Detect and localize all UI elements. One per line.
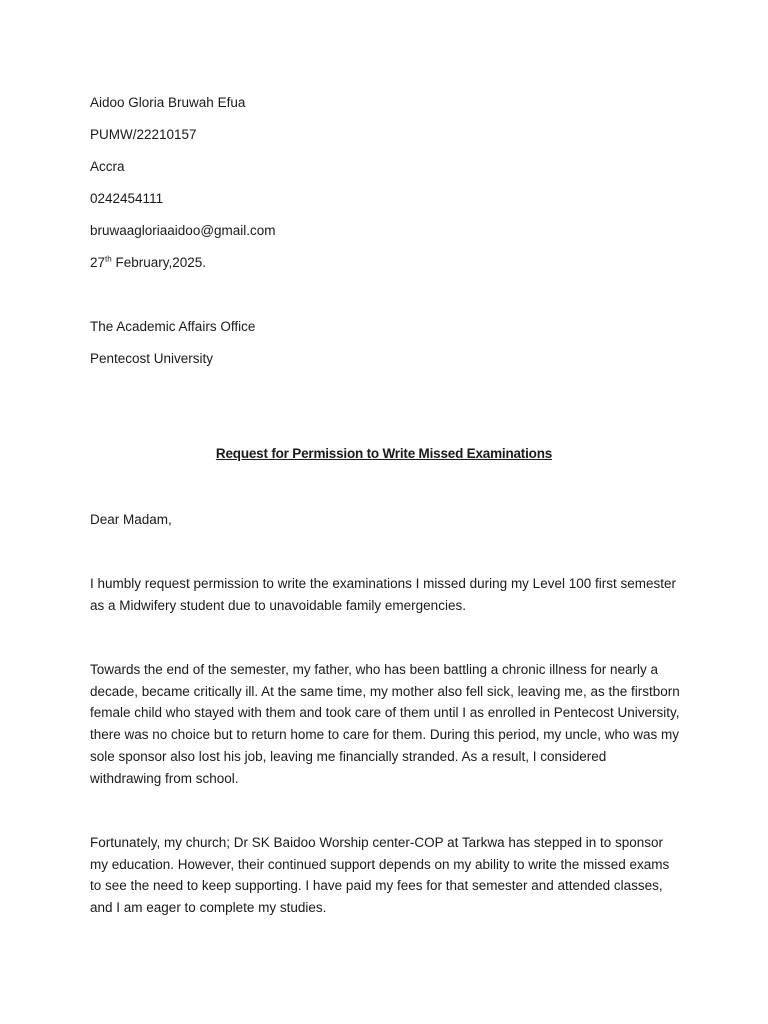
sender-id: PUMW/22210157 [90, 127, 197, 142]
date-rest: February,2025. [111, 255, 207, 270]
recipient-office: The Academic Affairs Office [90, 319, 256, 334]
sender-city: Accra [90, 159, 125, 174]
date-day: 27 [90, 255, 106, 270]
recipient-institution: Pentecost University [90, 351, 214, 366]
letter-subject: Request for Permission to Write Missed Examinations [215, 446, 553, 461]
sender-name: Aidoo Gloria Bruwah Efua [90, 95, 246, 110]
paragraph-1: I humbly request permission to write the examinations I missed during my Level 100 first semester as a Midwifery student due to unavoidable family emergencies. [90, 576, 676, 613]
letter-date [90, 255, 206, 271]
date-suffix: th [105, 254, 112, 264]
paragraph-2: Towards the end of the semester, my father, who has been battling a chronic illness for nearly a decade, became critically ill. At the same time, my mother also fell sick, leaving me, as the firstborn female child who stayed with them and took care of them until I as enrolled in Pentecost University, there was no choice but to return home to care for them. During this period, my uncle, who was my sole sponsor also lost his job, leaving me financially stranded. As a result, I considered withdrawing from school. [90, 662, 680, 786]
sender-phone: 0242454111 [90, 191, 164, 206]
salutation: Dear Madam, [90, 512, 172, 527]
paragraph-3: Fortunately, my church; Dr SK Baidoo Worship center-COP at Tarkwa has stepped in to sponsor my education. However, their continued support depends on my ability to write the missed exams to see the need to keep supporting. I have paid my fees for that semester and attended classes, and I am eager to complete my studies. [90, 835, 670, 916]
sender-email: bruwaagloriaaidoo@gmail.com [90, 223, 276, 238]
